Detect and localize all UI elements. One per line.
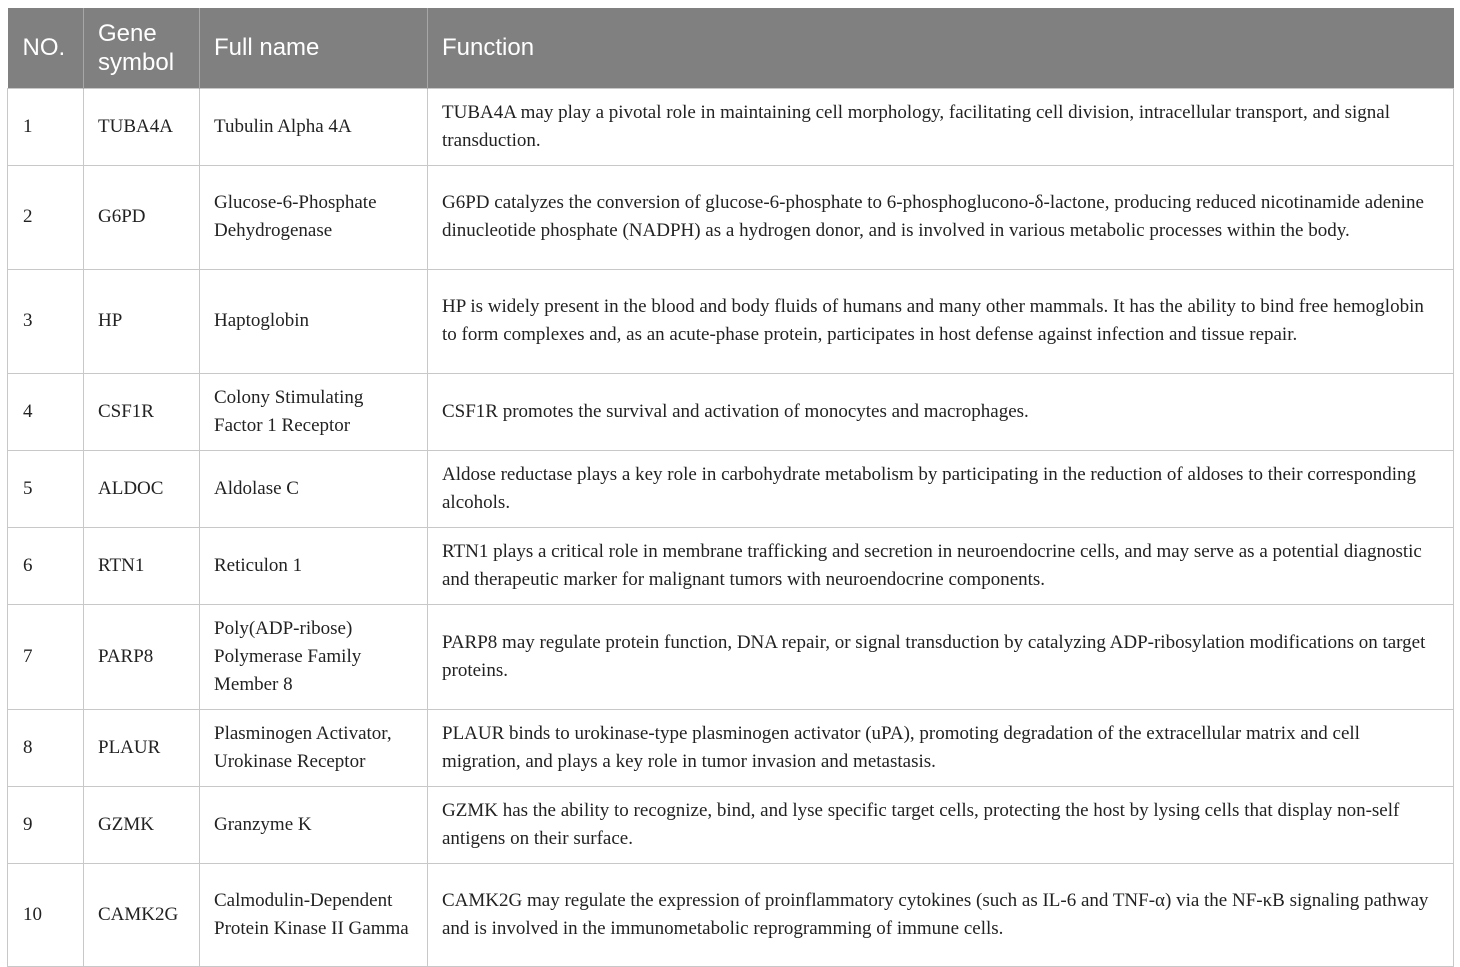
cell-full-name: Reticulon 1 (200, 527, 428, 604)
cell-no: 3 (8, 269, 84, 373)
cell-function: GZMK has the ability to recognize, bind, and lyse specific target cells, protecting the host by lysing cells that display non-self antigens on their surface. (428, 786, 1454, 863)
cell-function: G6PD catalyzes the conversion of glucose-6-phosphate to 6-phosphoglucono-δ-lactone, producing reduced nicotinamide adenine dinucleotide phosphate (NADPH) as a hydrogen donor, and is involved in various metabolic processes within the body. (428, 165, 1454, 269)
header-full-name: Full name (200, 8, 428, 88)
table-row (8, 88, 1454, 165)
cell-no: 6 (8, 527, 84, 604)
header-no: NO. (8, 8, 84, 88)
table-row (8, 863, 1454, 966)
header-gene-symbol: Gene symbol (84, 8, 200, 88)
cell-full-name: Tubulin Alpha 4A (200, 88, 428, 165)
cell-full-name: Granzyme K (200, 786, 428, 863)
cell-full-name: Haptoglobin (200, 269, 428, 373)
cell-gene-symbol: TUBA4A (84, 88, 200, 165)
cell-no: 4 (8, 373, 84, 450)
cell-gene-symbol: GZMK (84, 786, 200, 863)
gene-function-table (7, 8, 1454, 967)
table-row (8, 165, 1454, 269)
table-row (8, 527, 1454, 604)
table-row (8, 709, 1454, 786)
cell-function: PLAUR binds to urokinase-type plasminogen activator (uPA), promoting degradation of the extracellular matrix and cell migration, and plays a key role in tumor invasion and metastasis. (428, 709, 1454, 786)
cell-no: 5 (8, 450, 84, 527)
table-row (8, 373, 1454, 450)
cell-gene-symbol: CAMK2G (84, 863, 200, 966)
cell-full-name: Calmodulin-Dependent Protein Kinase II Gamma (200, 863, 428, 966)
cell-full-name: Colony Stimulating Factor 1 Receptor (200, 373, 428, 450)
cell-function: CAMK2G may regulate the expression of proinflammatory cytokines (such as IL-6 and TNF-α) via the NF-κB signaling pathway and is involved in the immunometabolic reprogramming of immune cells. (428, 863, 1454, 966)
cell-gene-symbol: HP (84, 269, 200, 373)
cell-gene-symbol: CSF1R (84, 373, 200, 450)
table-row (8, 604, 1454, 709)
cell-function: TUBA4A may play a pivotal role in maintaining cell morphology, facilitating cell division, intracellular transport, and signal transduction. (428, 88, 1454, 165)
cell-gene-symbol: PARP8 (84, 604, 200, 709)
table-row (8, 786, 1454, 863)
gene-table-container (7, 8, 1453, 967)
cell-gene-symbol: G6PD (84, 165, 200, 269)
cell-function: RTN1 plays a critical role in membrane trafficking and secretion in neuroendocrine cells, and may serve as a potential diagnostic and therapeutic marker for malignant tumors with neuroendocrine components. (428, 527, 1454, 604)
cell-function: CSF1R promotes the survival and activation of monocytes and macrophages. (428, 373, 1454, 450)
cell-no: 10 (8, 863, 84, 966)
cell-full-name: Poly(ADP-ribose) Polymerase Family Member 8 (200, 604, 428, 709)
cell-function: PARP8 may regulate protein function, DNA repair, or signal transduction by catalyzing ADP-ribosylation modifications on target proteins. (428, 604, 1454, 709)
table-body (8, 88, 1454, 966)
table-row (8, 269, 1454, 373)
table-header (8, 8, 1454, 88)
cell-gene-symbol: PLAUR (84, 709, 200, 786)
cell-function: Aldose reductase plays a key role in carbohydrate metabolism by participating in the reduction of aldoses to their corresponding alcohols. (428, 450, 1454, 527)
cell-gene-symbol: RTN1 (84, 527, 200, 604)
cell-function: HP is widely present in the blood and body fluids of humans and many other mammals. It has the ability to bind free hemoglobin to form complexes and, as an acute-phase protein, participates in host defense against infection and tissue repair. (428, 269, 1454, 373)
cell-full-name: Glucose-6-Phosphate Dehydrogenase (200, 165, 428, 269)
cell-gene-symbol: ALDOC (84, 450, 200, 527)
cell-no: 7 (8, 604, 84, 709)
cell-full-name: Aldolase C (200, 450, 428, 527)
cell-full-name: Plasminogen Activator, Urokinase Receptor (200, 709, 428, 786)
table-row (8, 450, 1454, 527)
cell-no: 9 (8, 786, 84, 863)
cell-no: 2 (8, 165, 84, 269)
header-function: Function (428, 8, 1454, 88)
cell-no: 1 (8, 88, 84, 165)
cell-no: 8 (8, 709, 84, 786)
header-row (8, 8, 1454, 88)
